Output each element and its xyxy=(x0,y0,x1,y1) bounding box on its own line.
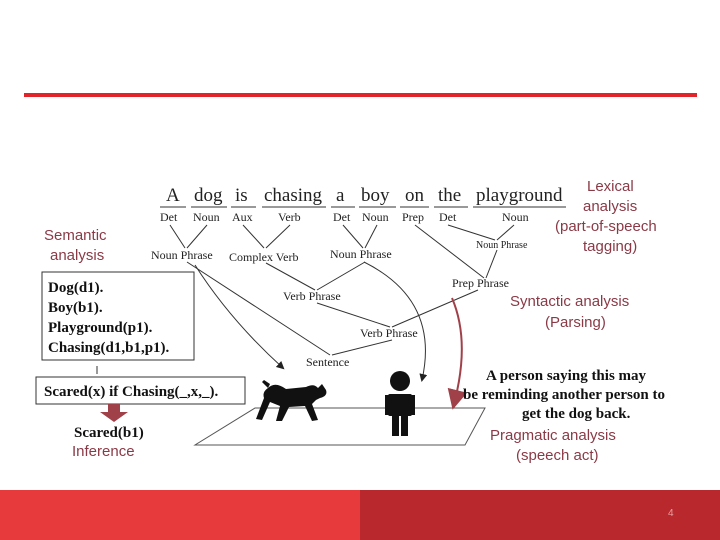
svg-text:Pragmatic analysis: Pragmatic analysis xyxy=(490,427,616,444)
parse-tree-edges xyxy=(170,225,514,355)
word-boy: boy xyxy=(361,185,390,206)
word-the: the xyxy=(438,185,462,206)
dog-icon xyxy=(256,380,326,421)
inference-rule: Scared(x) if Chasing(_,x,_). xyxy=(44,384,219,400)
conclusion: Scared(b1) xyxy=(74,425,144,441)
word-chasing: chasing xyxy=(264,185,323,206)
svg-text:(Parsing): (Parsing) xyxy=(545,314,606,331)
svg-text:Chasing(d1,b1,p1).: Chasing(d1,b1,p1). xyxy=(48,340,170,356)
word-a2: a xyxy=(336,185,345,206)
inference-label: Inference xyxy=(72,443,135,460)
page-number: 4 xyxy=(668,508,674,519)
svg-text:Syntactic analysis: Syntactic analysis xyxy=(510,293,630,310)
noun-phrase-2: Noun Phrase xyxy=(330,247,392,261)
prep-phrase: Prep Phrase xyxy=(452,276,509,290)
tag-noun3: Noun xyxy=(502,210,529,224)
tag-verb: Verb xyxy=(278,210,301,224)
verb-phrase-2: Verb Phrase xyxy=(360,326,418,340)
pragmatic-arrow xyxy=(452,298,462,400)
tag-det3: Det xyxy=(439,210,457,224)
tag-det: Det xyxy=(160,210,178,224)
svg-text:get the dog back.: get the dog back. xyxy=(522,406,631,422)
tag-det2: Det xyxy=(333,210,351,224)
pos-tags xyxy=(160,210,529,224)
tag-noun: Noun xyxy=(193,210,220,224)
footer-right xyxy=(360,490,720,540)
inference-arrow xyxy=(100,404,128,422)
lexical-analysis-label xyxy=(555,178,657,255)
phrase-labels xyxy=(151,240,528,369)
semantic-facts xyxy=(48,280,170,356)
person-icon xyxy=(385,371,415,436)
svg-text:Semantic: Semantic xyxy=(44,227,107,244)
svg-text:A person saying this may: A person saying this may xyxy=(486,368,647,384)
svg-text:Dog(d1).: Dog(d1). xyxy=(48,280,104,296)
word-on: on xyxy=(405,185,424,206)
word-is: is xyxy=(235,185,248,206)
noun-phrase-3: Noun Phrase xyxy=(476,240,528,251)
footer-bar xyxy=(0,490,720,540)
word-a: A xyxy=(166,185,180,206)
semantic-analysis-label xyxy=(44,227,107,264)
verb-phrase-1: Verb Phrase xyxy=(283,289,341,303)
tag-prep: Prep xyxy=(402,210,424,224)
svg-text:be reminding another person to: be reminding another person to xyxy=(463,387,665,403)
sentence-node: Sentence xyxy=(306,355,350,369)
svg-text:(part-of-speech: (part-of-speech xyxy=(555,218,657,235)
svg-text:Lexical: Lexical xyxy=(587,178,634,195)
svg-text:(speech act): (speech act) xyxy=(516,447,599,464)
noun-phrase-1: Noun Phrase xyxy=(151,248,213,262)
footer-left xyxy=(0,490,360,540)
tag-noun2: Noun xyxy=(362,210,389,224)
word-playground: playground xyxy=(476,185,563,206)
syntactic-analysis-label xyxy=(510,293,629,331)
speech-act-text xyxy=(463,368,665,422)
playground-ground xyxy=(195,408,485,445)
svg-text:Boy(b1).: Boy(b1). xyxy=(48,300,103,316)
pragmatic-analysis-label xyxy=(490,427,616,464)
complex-verb: Complex Verb xyxy=(229,250,299,264)
svg-text:analysis: analysis xyxy=(583,198,638,215)
word-dog: dog xyxy=(194,185,223,206)
svg-text:Playground(p1).: Playground(p1). xyxy=(48,320,153,336)
svg-text:analysis: analysis xyxy=(50,247,105,264)
tag-aux: Aux xyxy=(232,210,253,224)
svg-text:tagging): tagging) xyxy=(583,238,638,255)
sentence-words xyxy=(166,185,563,206)
